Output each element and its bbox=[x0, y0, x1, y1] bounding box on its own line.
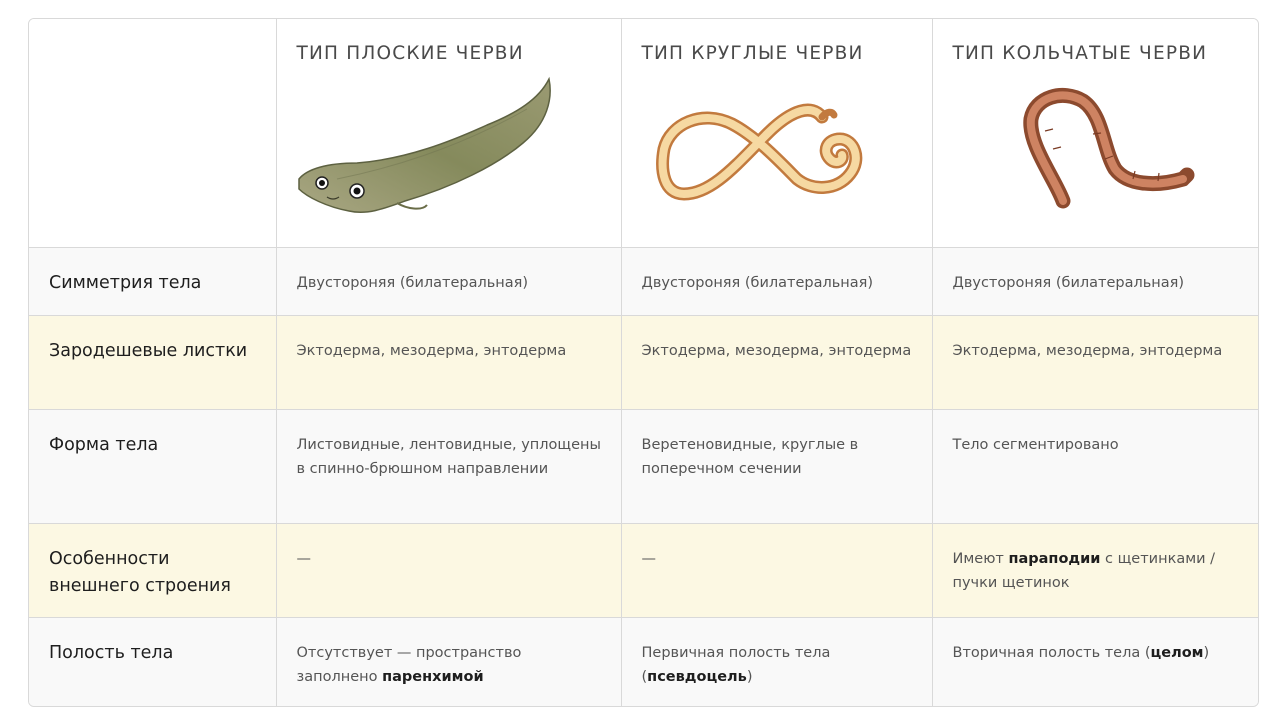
cell-roundworms-germ-layers: Эктодерма, мезодерма, энтодерма bbox=[641, 342, 912, 359]
cell-roundworms-symmetry: Двустороняя (билатеральная) bbox=[641, 274, 874, 291]
comparison-table bbox=[28, 18, 1259, 707]
cell-annelids-symmetry: Двустороняя (билатеральная) bbox=[952, 274, 1185, 291]
cell-roundworms-body-form: Веретеновидные, круглые в поперечном сечении bbox=[641, 436, 859, 477]
header-row bbox=[29, 19, 1259, 247]
header-flatworms bbox=[276, 19, 621, 247]
earthworm-illustration bbox=[933, 19, 1260, 247]
row-external-features bbox=[29, 523, 1259, 617]
row-label: Зародешевые листки bbox=[49, 340, 248, 361]
column-title-flatworms: ТИП ПЛОСКИЕ ЧЕРВИ bbox=[296, 43, 524, 64]
cell-flatworms-body-form: Листовидные, лентовидные, уплощены в спинно-брюшном направлении bbox=[296, 436, 601, 477]
cell-annelids-cavity: Вторичная полость тела (целом) bbox=[952, 644, 1210, 661]
row-germ-layers bbox=[29, 315, 1259, 409]
row-body-cavity bbox=[29, 617, 1259, 706]
cell-annelids-body-form: Тело сегментировано bbox=[952, 436, 1119, 453]
cell-roundworms-external: — bbox=[641, 550, 656, 567]
flatworm-illustration bbox=[277, 19, 622, 247]
row-body-form bbox=[29, 409, 1259, 523]
column-title-annelids: ТИП КОЛЬЧАТЫЕ ЧЕРВИ bbox=[952, 43, 1208, 64]
cell-annelids-external: Имеют параподии с щетинками / пучки щетинок bbox=[952, 550, 1216, 591]
cell-flatworms-symmetry: Двустороняя (билатеральная) bbox=[296, 274, 529, 291]
cell-roundworms-cavity: Первичная полость тела (псевдоцель) bbox=[641, 644, 831, 685]
roundworm-illustration bbox=[622, 19, 933, 247]
cell-flatworms-cavity: Отсутствует — пространство заполнено паренхимой bbox=[296, 644, 522, 685]
cell-annelids-germ-layers: Эктодерма, мезодерма, энтодерма bbox=[952, 342, 1223, 359]
row-symmetry bbox=[29, 247, 1259, 315]
column-title-roundworms: ТИП КРУГЛЫЕ ЧЕРВИ bbox=[641, 43, 864, 64]
row-label: Форма тела bbox=[49, 434, 159, 455]
row-label: Полость тела bbox=[49, 642, 174, 663]
header-roundworms bbox=[621, 19, 932, 247]
cell-flatworms-germ-layers: Эктодерма, мезодерма, энтодерма bbox=[296, 342, 567, 359]
header-annelids bbox=[932, 19, 1259, 247]
header-empty-cell bbox=[29, 19, 276, 247]
cell-flatworms-external: — bbox=[296, 550, 311, 567]
row-label: Симметрия тела bbox=[49, 272, 202, 293]
row-label: Особенности внешнего строения bbox=[49, 548, 231, 596]
